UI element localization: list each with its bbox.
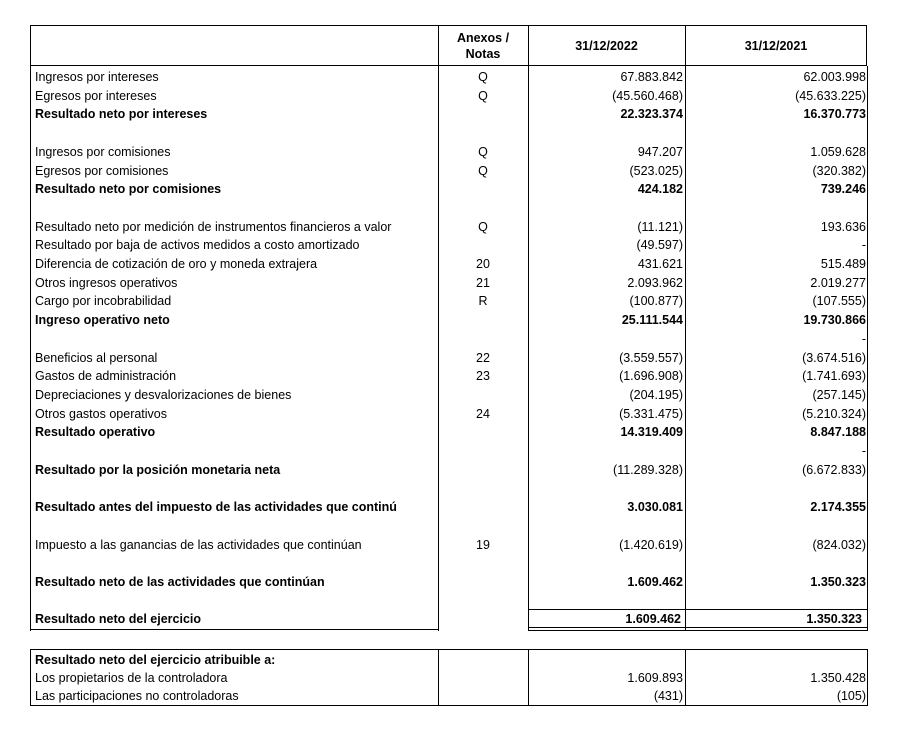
value-2021: 739.246 bbox=[820, 182, 866, 196]
value-2021: 193.636 bbox=[820, 220, 866, 234]
row-label: Ingresos por intereses bbox=[35, 70, 159, 84]
table-row bbox=[30, 669, 868, 687]
value-2022: 22.323.374 bbox=[620, 107, 683, 121]
col-2021-header: 31/12/2021 bbox=[744, 38, 808, 53]
value-2022: 2.093.962 bbox=[627, 276, 683, 290]
row-note: 23 bbox=[476, 369, 490, 383]
value-2021: (107.555) bbox=[812, 294, 866, 308]
section-top-rule bbox=[30, 649, 868, 650]
value-2022: 1.609.462 bbox=[625, 612, 681, 626]
row-label: Impuesto a las ganancias de las actividades que continúan bbox=[35, 538, 362, 552]
value-2021: (6.672.833) bbox=[802, 463, 866, 477]
value-2022: (5.331.475) bbox=[619, 407, 683, 421]
row-note: Q bbox=[478, 70, 488, 84]
subtotal-row bbox=[30, 180, 868, 198]
value-2021: 62.003.998 bbox=[803, 70, 866, 84]
value-2022: (49.597) bbox=[636, 238, 683, 252]
row-label: Egresos por comisiones bbox=[35, 164, 169, 178]
row-label: Cargo por incobrabilidad bbox=[35, 294, 172, 308]
value-2021: (824.032) bbox=[812, 538, 866, 552]
row-note: Q bbox=[478, 145, 488, 159]
value-2021: (105) bbox=[836, 689, 866, 703]
table-row bbox=[30, 236, 868, 254]
row-note: Q bbox=[478, 220, 488, 234]
subtotal-row bbox=[30, 573, 868, 591]
row-label: Otros gastos operativos bbox=[35, 407, 168, 421]
value-2021: 16.370.773 bbox=[803, 107, 866, 121]
income-statement-table bbox=[30, 25, 868, 706]
notes-column-header bbox=[438, 25, 528, 66]
value-2022: (11.121) bbox=[637, 220, 683, 234]
table-row bbox=[30, 218, 868, 236]
subtotal-row bbox=[30, 105, 868, 123]
value-2021: 1.350.323 bbox=[806, 612, 862, 626]
value-2022: 424.182 bbox=[637, 182, 683, 196]
value-2021: 2.019.277 bbox=[810, 276, 866, 290]
value-2022: (204.195) bbox=[629, 388, 683, 402]
table-row bbox=[30, 349, 868, 367]
row-note: R bbox=[478, 294, 488, 308]
table-row bbox=[30, 386, 868, 404]
value-2022: (45.560.468) bbox=[612, 89, 683, 103]
dash-mark: - bbox=[861, 332, 866, 346]
value-2022: (431) bbox=[653, 689, 683, 703]
value-2022: 67.883.842 bbox=[620, 70, 683, 84]
subtotal-row bbox=[30, 311, 868, 329]
value-2022: 1.609.893 bbox=[627, 671, 683, 685]
row-note: 19 bbox=[476, 538, 490, 552]
row-note: 22 bbox=[476, 351, 490, 365]
total-row bbox=[30, 610, 868, 628]
row-note: 20 bbox=[476, 257, 490, 271]
table-row bbox=[30, 274, 868, 292]
row-label: Egresos por intereses bbox=[35, 89, 157, 103]
row-label: Resultado operativo bbox=[35, 425, 156, 439]
section-bottom-rule bbox=[30, 705, 868, 706]
value-2021: 1.059.628 bbox=[810, 145, 866, 159]
value-2021: (45.633.225) bbox=[795, 89, 866, 103]
row-note: 24 bbox=[476, 407, 490, 421]
table-row bbox=[30, 68, 868, 86]
row-label: Resultado antes del impuesto de las actividades que continú bbox=[35, 500, 397, 514]
row-label: Resultado neto por comisiones bbox=[35, 182, 222, 196]
value-2022: 14.319.409 bbox=[620, 425, 683, 439]
col-2022-header: 31/12/2022 bbox=[575, 38, 638, 53]
row-label: Gastos de administración bbox=[35, 369, 177, 383]
subtotal-row bbox=[30, 423, 868, 441]
table-bottom-rule bbox=[30, 629, 439, 630]
table-row bbox=[30, 687, 868, 705]
value-2021: - bbox=[861, 238, 866, 252]
row-note: 21 bbox=[476, 276, 490, 290]
value-2022: 431.621 bbox=[637, 257, 683, 271]
row-label: Depreciaciones y desvalorizaciones de bienes bbox=[35, 388, 292, 402]
row-note: Q bbox=[478, 89, 488, 103]
row-label: Resultado neto por medición de instrumentos financieros a valor bbox=[35, 220, 392, 234]
table-row bbox=[30, 405, 868, 423]
table-row bbox=[30, 255, 868, 273]
value-2022: (100.877) bbox=[629, 294, 683, 308]
row-note: Q bbox=[478, 164, 488, 178]
value-2021: (3.674.516) bbox=[802, 351, 866, 365]
row-label: Ingreso operativo neto bbox=[35, 313, 170, 327]
row-label: Resultado por la posición monetaria neta bbox=[35, 463, 281, 477]
value-2021: (1.741.693) bbox=[802, 369, 866, 383]
subtotal-row bbox=[30, 498, 868, 516]
value-2021: 1.350.428 bbox=[810, 671, 866, 685]
row-label: Resultado neto del ejercicio atribuible a: bbox=[35, 653, 276, 667]
table-row bbox=[30, 87, 868, 105]
notes-header-line1: Anexos / bbox=[456, 30, 510, 45]
row-label: Resultado neto del ejercicio bbox=[35, 612, 202, 626]
row-label: Las participaciones no controladoras bbox=[35, 689, 239, 703]
table-row bbox=[30, 143, 868, 161]
value-2022: 1.609.462 bbox=[627, 575, 683, 589]
value-2021: (5.210.324) bbox=[802, 407, 866, 421]
value-2021: 2.174.355 bbox=[810, 500, 866, 514]
value-2022: (523.025) bbox=[629, 164, 683, 178]
total-double-rule bbox=[528, 630, 868, 631]
value-2022: 25.111.544 bbox=[621, 313, 683, 327]
value-2022: (11.289.328) bbox=[613, 463, 683, 477]
value-2021: 19.730.866 bbox=[803, 313, 866, 327]
row-label: Diferencia de cotización de oro y moneda extrajera bbox=[35, 257, 318, 271]
value-2021: 515.489 bbox=[820, 257, 866, 271]
value-2021: (320.382) bbox=[812, 164, 866, 178]
row-label: Resultado neto de las actividades que continúan bbox=[35, 575, 325, 589]
table-row bbox=[30, 292, 868, 310]
value-2021: 1.350.323 bbox=[810, 575, 866, 589]
value-2022: (3.559.557) bbox=[619, 351, 683, 365]
value-2022: (1.696.908) bbox=[619, 369, 683, 383]
row-label: Ingresos por comisiones bbox=[35, 145, 171, 159]
notes-header-line2: Notas bbox=[465, 46, 501, 61]
table-row bbox=[30, 536, 868, 554]
value-2021: (257.145) bbox=[812, 388, 866, 402]
row-label: Otros ingresos operativos bbox=[35, 276, 178, 290]
value-2022: 3.030.081 bbox=[627, 500, 683, 514]
value-2021: 8.847.188 bbox=[810, 425, 866, 439]
row-label: Resultado por baja de activos medidos a costo amortizado bbox=[35, 238, 360, 252]
section-heading bbox=[30, 651, 868, 669]
row-label: Los propietarios de la controladora bbox=[35, 671, 228, 685]
dash-mark: - bbox=[861, 444, 866, 458]
row-label: Beneficios al personal bbox=[35, 351, 158, 365]
row-label: Resultado neto por intereses bbox=[35, 107, 208, 121]
value-2022: (1.420.619) bbox=[619, 538, 683, 552]
subtotal-row bbox=[30, 461, 868, 479]
value-2022: 947.207 bbox=[637, 145, 683, 159]
table-row bbox=[30, 162, 868, 180]
table-row bbox=[30, 367, 868, 385]
